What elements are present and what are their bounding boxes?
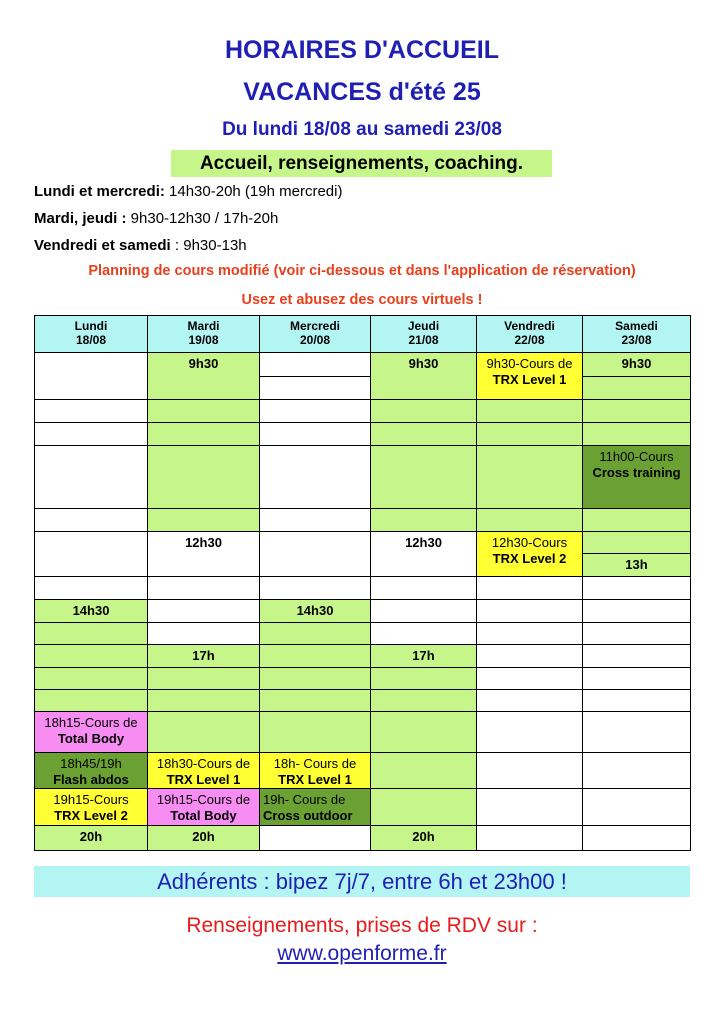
schedule-cell bbox=[476, 825, 583, 851]
schedule-cell bbox=[476, 422, 583, 446]
class-slot bbox=[259, 788, 371, 826]
schedule-cell bbox=[147, 689, 260, 712]
schedule-cell bbox=[34, 531, 148, 577]
slot-text: 17h bbox=[412, 648, 435, 663]
day-name: Vendredi bbox=[504, 319, 555, 333]
slot-text: 18h- Cours de bbox=[273, 756, 357, 771]
slot-text: 13h bbox=[625, 557, 648, 572]
schedule-cell bbox=[476, 689, 583, 712]
schedule-cell bbox=[370, 752, 477, 789]
website-link[interactable]: www.openforme.fr bbox=[277, 942, 447, 965]
schedule-cell bbox=[582, 667, 691, 690]
time-slot bbox=[34, 825, 148, 851]
time-slot bbox=[370, 644, 477, 668]
slot-text: TRX Level 1 bbox=[166, 772, 241, 787]
schedule-cell bbox=[147, 622, 260, 645]
hours-days: Lundi et mercredi: bbox=[34, 183, 165, 200]
day-header-lundi bbox=[34, 315, 148, 353]
day-header-samedi bbox=[582, 315, 691, 353]
title-line-1: HORAIRES D'ACCUEIL bbox=[224, 36, 499, 64]
schedule-cell bbox=[147, 599, 260, 623]
day-header-jeudi bbox=[370, 315, 477, 353]
schedule-cell bbox=[259, 622, 371, 645]
slot-text: 12h30 bbox=[405, 535, 442, 550]
schedule-cell bbox=[476, 576, 583, 600]
schedule-cell bbox=[582, 752, 691, 789]
hours-days: Mardi, jeudi : bbox=[34, 210, 127, 227]
slot-text: 20h bbox=[192, 829, 215, 844]
class-slot bbox=[582, 445, 691, 509]
schedule-cell bbox=[476, 788, 583, 826]
schedule-cell bbox=[476, 445, 583, 509]
schedule-cell bbox=[370, 576, 477, 600]
schedule-cell bbox=[370, 445, 477, 509]
schedule-cell bbox=[370, 399, 477, 423]
hours-line-mon-wed bbox=[34, 183, 342, 200]
time-slot bbox=[147, 352, 260, 400]
class-slot bbox=[147, 752, 260, 789]
schedule-cell bbox=[370, 599, 477, 623]
slot-text: 20h bbox=[412, 829, 435, 844]
slot-text: 19h15-Cours bbox=[53, 792, 129, 807]
schedule-cell bbox=[34, 667, 148, 690]
virtual-classes-notice: Usez et abusez des cours virtuels ! bbox=[241, 292, 483, 308]
schedule-cell bbox=[34, 576, 148, 600]
schedule-cell bbox=[582, 508, 691, 532]
schedule-cell bbox=[147, 576, 260, 600]
planning-notice: Planning de cours modifié (voir ci-dessous et dans l'application de réservation) bbox=[88, 263, 636, 279]
time-slot bbox=[147, 531, 260, 577]
schedule-cell bbox=[259, 689, 371, 712]
schedule-cell bbox=[370, 689, 477, 712]
weekly-schedule-table bbox=[34, 315, 690, 850]
day-name: Samedi bbox=[615, 319, 658, 333]
day-date: 19/08 bbox=[188, 333, 219, 347]
schedule-cell bbox=[476, 711, 583, 753]
website-line bbox=[0, 942, 724, 966]
slot-text: 9h30-Cours de bbox=[486, 356, 573, 371]
day-header-mardi bbox=[147, 315, 260, 353]
schedule-cell bbox=[582, 576, 691, 600]
schedule-cell bbox=[259, 825, 371, 851]
schedule-cell bbox=[476, 399, 583, 423]
schedule-cell bbox=[476, 599, 583, 623]
slot-text: 11h00-Cours bbox=[599, 449, 674, 464]
schedule-cell bbox=[370, 667, 477, 690]
day-header-mercredi bbox=[259, 315, 371, 353]
schedule-cell bbox=[34, 644, 148, 668]
schedule-cell bbox=[34, 445, 148, 509]
day-date: 21/08 bbox=[408, 333, 439, 347]
schedule-cell bbox=[582, 689, 691, 712]
time-slot bbox=[147, 825, 260, 851]
slot-text: TRX Level 2 bbox=[54, 808, 128, 823]
class-slot bbox=[476, 352, 583, 400]
contact-text: Renseignements, prises de RDV sur : bbox=[186, 914, 538, 937]
slot-text: Cross outdoor bbox=[263, 808, 353, 823]
schedule-cell bbox=[147, 422, 260, 446]
schedule-cell bbox=[259, 667, 371, 690]
hours-times: : 9h30-13h bbox=[170, 237, 247, 254]
hours-line-tue-thu bbox=[34, 210, 278, 227]
slot-text: 18h30-Cours de bbox=[156, 756, 251, 771]
schedule-cell bbox=[582, 644, 691, 668]
schedule-cell bbox=[147, 445, 260, 509]
time-slot bbox=[370, 352, 477, 400]
schedule-cell bbox=[147, 667, 260, 690]
day-date: 18/08 bbox=[75, 333, 107, 347]
schedule-cell bbox=[34, 352, 148, 400]
schedule-cell bbox=[34, 422, 148, 446]
schedule-cell bbox=[259, 531, 371, 577]
schedule-cell bbox=[370, 422, 477, 446]
time-slot bbox=[259, 599, 371, 623]
class-slot bbox=[34, 788, 148, 826]
schedule-cell bbox=[476, 622, 583, 645]
schedule-cell bbox=[34, 622, 148, 645]
day-name: Lundi bbox=[74, 319, 108, 333]
day-date: 22/08 bbox=[514, 333, 545, 347]
schedule-cell bbox=[259, 352, 371, 377]
hours-line-fri-sat bbox=[34, 237, 247, 254]
slot-text: 20h bbox=[79, 829, 103, 844]
slot-text: Total Body bbox=[170, 808, 237, 823]
slot-text: 9h30 bbox=[408, 356, 439, 371]
date-range: Du lundi 18/08 au samedi 23/08 bbox=[222, 119, 502, 140]
schedule-cell bbox=[34, 508, 148, 532]
hours-times: 9h30-12h30 / 17h-20h bbox=[126, 210, 279, 227]
slot-text: 17h bbox=[192, 648, 215, 663]
title-line-2: VACANCES d'été 25 bbox=[243, 78, 481, 106]
hours-times: 14h30-20h (19h mercredi) bbox=[164, 183, 343, 200]
slot-text: 19h15-Cours de bbox=[156, 792, 251, 807]
class-slot bbox=[34, 711, 148, 753]
time-slot bbox=[370, 531, 477, 577]
slot-text: 19h- Cours de bbox=[263, 792, 346, 807]
slot-text: Flash abdos bbox=[53, 772, 129, 787]
schedule-cell bbox=[147, 508, 260, 532]
slot-text: 9h30 bbox=[188, 356, 219, 371]
slot-text: 14h30 bbox=[72, 603, 110, 618]
slot-text: 9h30 bbox=[621, 356, 652, 371]
schedule-cell bbox=[259, 644, 371, 668]
day-name: Jeudi bbox=[407, 319, 440, 333]
schedule-cell bbox=[476, 752, 583, 789]
services-banner: Accueil, renseignements, coaching. bbox=[171, 150, 552, 177]
slot-text: TRX Level 1 bbox=[492, 372, 567, 387]
class-slot bbox=[147, 788, 260, 826]
schedule-cell bbox=[34, 399, 148, 423]
slot-text: TRX Level 1 bbox=[278, 772, 352, 787]
hours-days: Vendredi et samedi bbox=[34, 237, 171, 254]
schedule-cell bbox=[259, 399, 371, 423]
class-slot bbox=[34, 752, 148, 789]
schedule-cell bbox=[476, 667, 583, 690]
class-slot bbox=[476, 531, 583, 577]
class-slot bbox=[259, 752, 371, 789]
schedule-cell bbox=[370, 788, 477, 826]
schedule-cell bbox=[259, 376, 371, 400]
slot-text: 12h30-Cours bbox=[491, 535, 568, 550]
slot-text: 18h45/19h bbox=[60, 756, 122, 771]
schedule-cell bbox=[370, 711, 477, 753]
schedule-cell bbox=[476, 508, 583, 532]
schedule-cell bbox=[259, 576, 371, 600]
schedule-cell bbox=[582, 599, 691, 623]
schedule-cell bbox=[259, 711, 371, 753]
time-slot bbox=[147, 644, 260, 668]
time-slot bbox=[34, 599, 148, 623]
slot-text: 14h30 bbox=[296, 603, 334, 618]
slot-text: TRX Level 2 bbox=[492, 551, 567, 566]
schedule-cell bbox=[582, 788, 691, 826]
day-name: Mardi bbox=[187, 319, 220, 333]
day-date: 23/08 bbox=[621, 333, 652, 347]
day-header-vendredi bbox=[476, 315, 583, 353]
slot-text: Cross training bbox=[592, 465, 681, 480]
schedule-cell bbox=[370, 508, 477, 532]
schedule-cell bbox=[147, 399, 260, 423]
schedule-cell bbox=[370, 622, 477, 645]
schedule-cell bbox=[582, 825, 691, 851]
schedule-cell bbox=[147, 711, 260, 753]
schedule-cell bbox=[582, 422, 691, 446]
schedule-cell bbox=[582, 531, 691, 554]
schedule-cell bbox=[582, 376, 691, 400]
schedule-cell bbox=[476, 644, 583, 668]
schedule-cell bbox=[259, 508, 371, 532]
schedule-cell bbox=[34, 689, 148, 712]
time-slot bbox=[370, 825, 477, 851]
slot-text: 18h15-Cours de bbox=[44, 715, 138, 730]
time-slot bbox=[582, 352, 691, 377]
day-date: 20/08 bbox=[299, 333, 331, 347]
day-name: Mercredi bbox=[289, 319, 341, 333]
schedule-cell bbox=[582, 399, 691, 423]
members-access-banner: Adhérents : bipez 7j/7, entre 6h et 23h00 ! bbox=[34, 866, 690, 897]
time-slot bbox=[582, 553, 691, 577]
schedule-cell bbox=[582, 622, 691, 645]
schedule-cell bbox=[259, 445, 371, 509]
schedule-cell bbox=[259, 422, 371, 446]
slot-text: 12h30 bbox=[185, 535, 222, 550]
schedule-cell bbox=[582, 711, 691, 753]
slot-text: Total Body bbox=[57, 731, 125, 746]
